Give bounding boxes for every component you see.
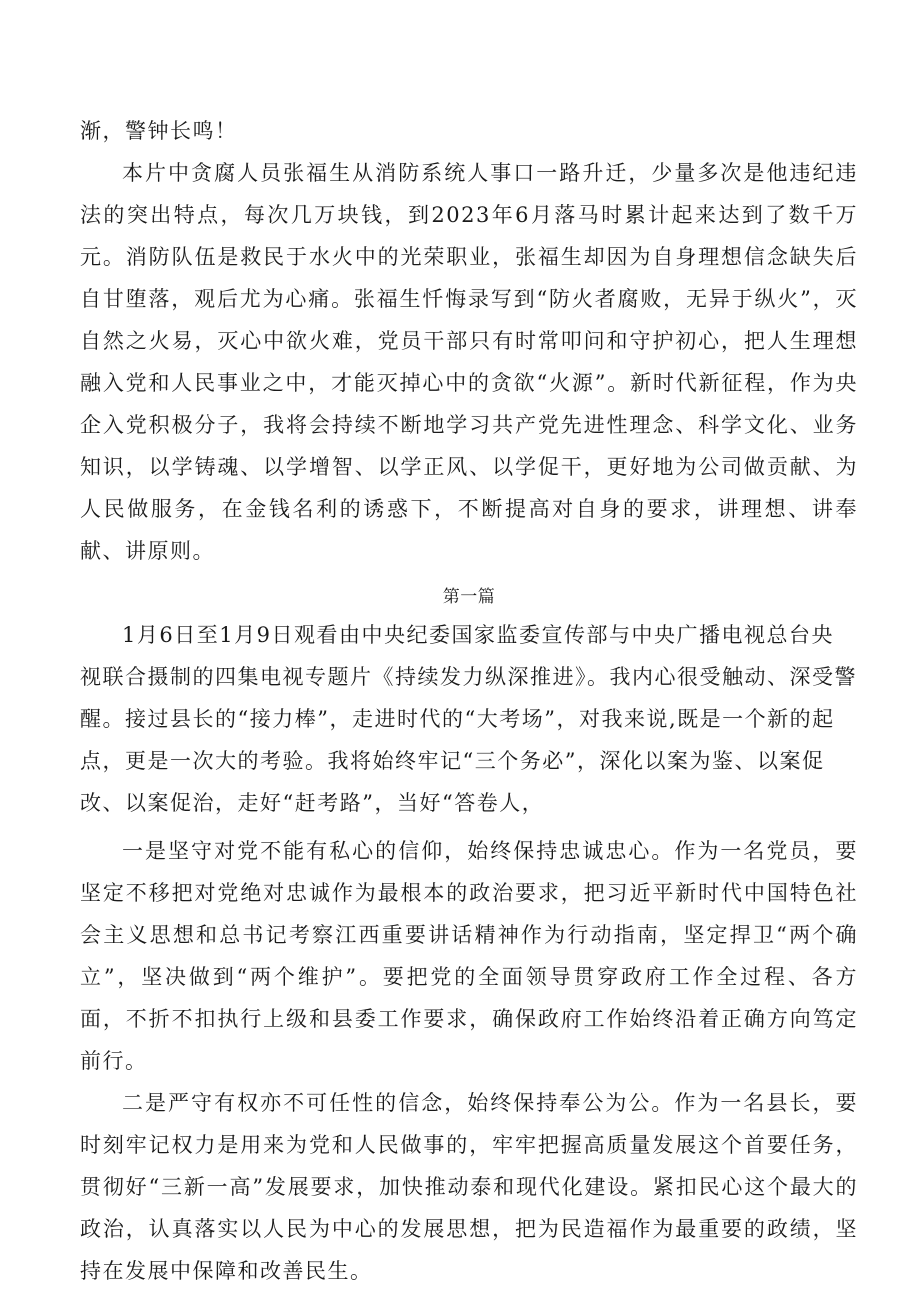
paragraph-continuation: 渐，警钟长鸣！ <box>80 119 238 143</box>
paragraph-point-one: 一是坚守对党不能有私心的信仰，始终保持忠诚忠心。作为一名党员，要坚定不移把对党绝对忠诚作为最根本的政治要求，把习近平新时代中国特色社会主义思想和总书记考察江西重要讲话精神作为行动指南，坚定捍卫“两个确立”，坚决做到“两个维护”。要把党的全面领导贯穿政府工作全过程、各方面，不折不扣执行上级和县委工作要求，确保政府工作始终沿着正确方向笃定前行。 <box>80 839 858 1073</box>
paragraph-zhang-fusheng: 本片中贪腐人员张福生从消防系统人事口一路升迁，少量多次是他违纪违法的突出特点，每次几万块钱，到2023年6月落马时累计起来达到了数千万元。消防队伍是救民于水火中的光荣职业，张福生却因为自身理想信念缺失后自甘堕落，观后尤为心痛。张福生忏悔录写到“防火者腐败，无异于纵火”，灭自然之火易，灭心中欲火难，党员干部只有时常叩问和守护初心，把人生理想融入党和人民事业之中，才能灭掉心中的贪欲“火源”。新时代新征程，作为央企入党积极分子，我将会持续不断地学习共产党先进性理念、科学文化、业务知识，以学铸魂、以学增智、以学正风、以学促干，更好地为公司做贡献、为人民做服务，在金钱名利的诱惑下，不断提高对自身的要求，讲理想、讲奉献、讲原则。 <box>80 161 858 563</box>
intro-line: 改、以案促治，走好“赶考路”，当好“答卷人， <box>80 791 545 815</box>
section-heading: 第一篇 <box>442 587 496 607</box>
intro-paragraph <box>80 614 858 824</box>
document-page <box>80 110 858 1292</box>
intro-line: 1月6日至1月9日观看由中央纪委国家监委宣传部与中央广播电视总台央 <box>122 623 834 647</box>
paragraph-point-two: 二是严守有权亦不可任性的信念，始终保持奉公为公。作为一名县长，要时刻牢记权力是用来为党和人民做事的，牢牢把握高质量发展这个首要任务，贯彻好“三新一高”发展要求，加快推动泰和现代化建设。紧扣民心这个最大的政治，认真落实以人民为中心的发展思想，把为民造福作为最重要的政绩，坚持在发展中保障和改善民生。 <box>80 1091 858 1283</box>
intro-line: 点，更是一次大的考验。我将始终牢记“三个务必”，深化以案为鉴、以案促 <box>80 749 825 773</box>
intro-line: 视联合摄制的四集电视专题片《持续发力纵深推进》。我内心很受触动、深受警 <box>80 665 857 689</box>
intro-line: 醒。接过县长的“接力棒”，走进时代的“大考场”，对我来说,既是一个新的起 <box>80 707 835 731</box>
